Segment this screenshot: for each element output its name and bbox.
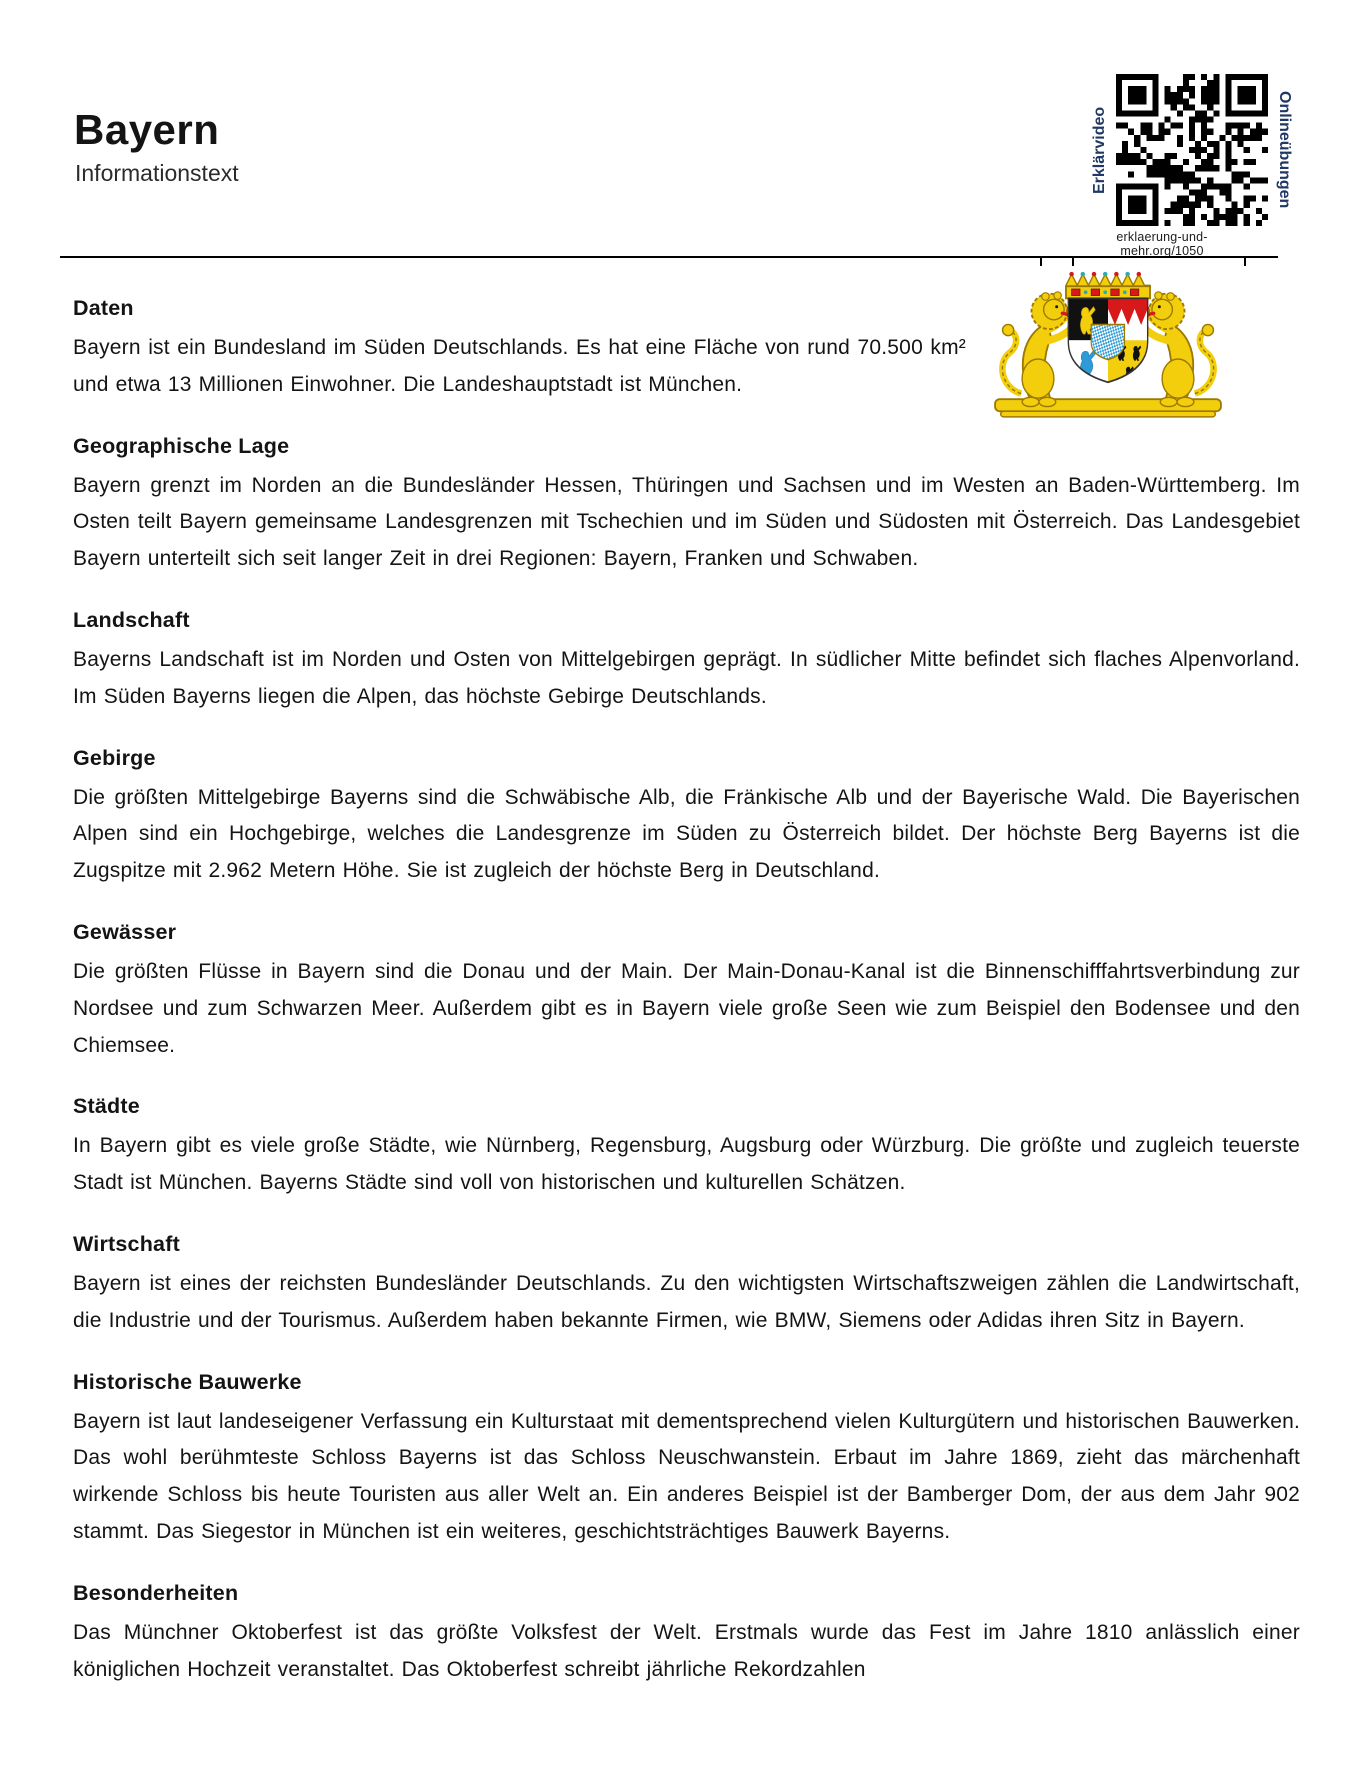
section-text: Bayern ist laut landeseigener Verfassung ein Kulturstaat mit dementsprechend vielen Kulturgütern und historischen Bauwerken. Das wohl berühmteste Schloss Bayerns ist das Schloss Neuschwanstein. Erbaut im Jahre 1869, zieht das märchenhaft wirkende Schloss bis heute Touristen aus aller Welt an. Ein anderes Beispiel ist der Bamberger Dom, der aus dem Jahr 902 stammt. Das Siegestor in München ist ein weiteres, geschichtsträchtiges Bauwerk Bayerns. <box>73 1409 1300 1543</box>
section-historische-bauwerke <box>73 1367 1300 1551</box>
section-staedte <box>73 1091 1300 1202</box>
page-title: Bayern <box>74 106 220 153</box>
section-heading: Historische Bauwerke <box>73 1369 302 1394</box>
section-besonderheiten <box>73 1578 1300 1689</box>
section-text: In Bayern gibt es viele große Städte, wie Nürnberg, Regensburg, Augsburg oder Würzburg. Die größte und zugleich teuerste Stadt ist München. Bayerns Städte sind voll von historischen und kulturellen Schätzen. <box>73 1134 1300 1195</box>
qr-label-onlineuebungen: Onlineübungen <box>1276 91 1293 209</box>
header-divider <box>60 256 1278 258</box>
section-wirtschaft <box>73 1229 1300 1340</box>
bavaria-coat-of-arms-icon <box>982 266 1300 424</box>
section-heading: Geographische Lage <box>73 433 290 458</box>
section-text: Bayern grenzt im Norden an die Bundesländer Hessen, Thüringen und Sachsen und im Westen an Baden-Württemberg. Im Osten teilt Bayern gemeinsame Landesgrenzen mit Tschechien und im Süden und Südosten mit Österreich. Das Landesgebiet Bayern unterteilt sich seit langer Zeit in drei Regionen: Bayern, Franken und Schwaben. <box>73 473 1300 571</box>
qr-code-icon <box>1116 74 1268 226</box>
section-geographische-lage <box>73 431 1300 578</box>
section-heading: Gebirge <box>73 745 156 770</box>
section-heading: Besonderheiten <box>73 1580 239 1605</box>
section-gewaesser <box>73 917 1300 1064</box>
qr-caption: erklaerung-und-mehr.org/1050 <box>1116 230 1208 258</box>
section-heading: Daten <box>73 296 134 320</box>
page-subtitle: Informationstext <box>75 160 239 186</box>
section-text: Bayern ist eines der reichsten Bundesländer Deutschlands. Zu den wichtigsten Wirtschaftszweigen zählen die Landwirtschaft, die Industrie und der Tourismus. Außerdem haben bekannte Firmen, wie BMW, Siemens oder Adidas ihren Sitz in Bayern. <box>73 1271 1300 1332</box>
section-heading: Gewässer <box>73 919 177 944</box>
section-gebirge <box>73 743 1300 890</box>
section-heading: Städte <box>73 1094 140 1119</box>
section-text: Das Münchner Oktoberfest ist das größte Volksfest der Welt. Erstmals wurde das Fest im Jahre 1810 anlässlich einer königlichen Hochzeit veranstaltet. Das Oktoberfest schreibt jährliche Rekordzahlen <box>73 1620 1300 1681</box>
section-heading: Landschaft <box>73 607 190 632</box>
section-text: Bayerns Landschaft ist im Norden und Osten von Mittelgebirgen geprägt. In südlicher Mitte befindet sich flaches Alpenvorland. Im Süden Bayerns liegen die Alpen, das höchste Gebirge Deutschlands. <box>73 647 1300 708</box>
section-landschaft <box>73 605 1300 716</box>
section-heading: Wirtschaft <box>73 1231 180 1256</box>
section-text: Bayern ist ein Bundesland im Süden Deutschlands. Es hat eine Fläche von rund 70.500 km² und etwa 13 Millionen Einwohner. Die Landeshauptstadt ist München. <box>73 336 966 396</box>
qr-label-erklaervideo: Erklärvideo <box>1091 106 1108 194</box>
section-text: Die größten Mittelgebirge Bayerns sind die Schwäbische Alb, die Fränkische Alb und der Bayerische Wald. Die Bayerischen Alpen sind ein Hochgebirge, welches die Landesgrenze im Süden zu Österreich bildet. Der höchste Berg Bayerns ist die Zugspitze mit 2.962 Metern Höhe. Sie ist zugleich der höchste Berg in Deutschland. <box>73 785 1300 883</box>
qr-assembly <box>1062 74 1292 258</box>
section-text: Die größten Flüsse in Bayern sind die Donau und der Main. Der Main-Donau-Kanal ist die Binnenschifffahrtsverbindung zur Nordsee und zum Schwarzen Meer. Außerdem gibt es in Bayern viele große Seen wie zum Beispiel den Bodensee und den Chiemsee. <box>73 959 1300 1057</box>
document-body <box>73 266 1300 1688</box>
title-block <box>74 106 239 187</box>
